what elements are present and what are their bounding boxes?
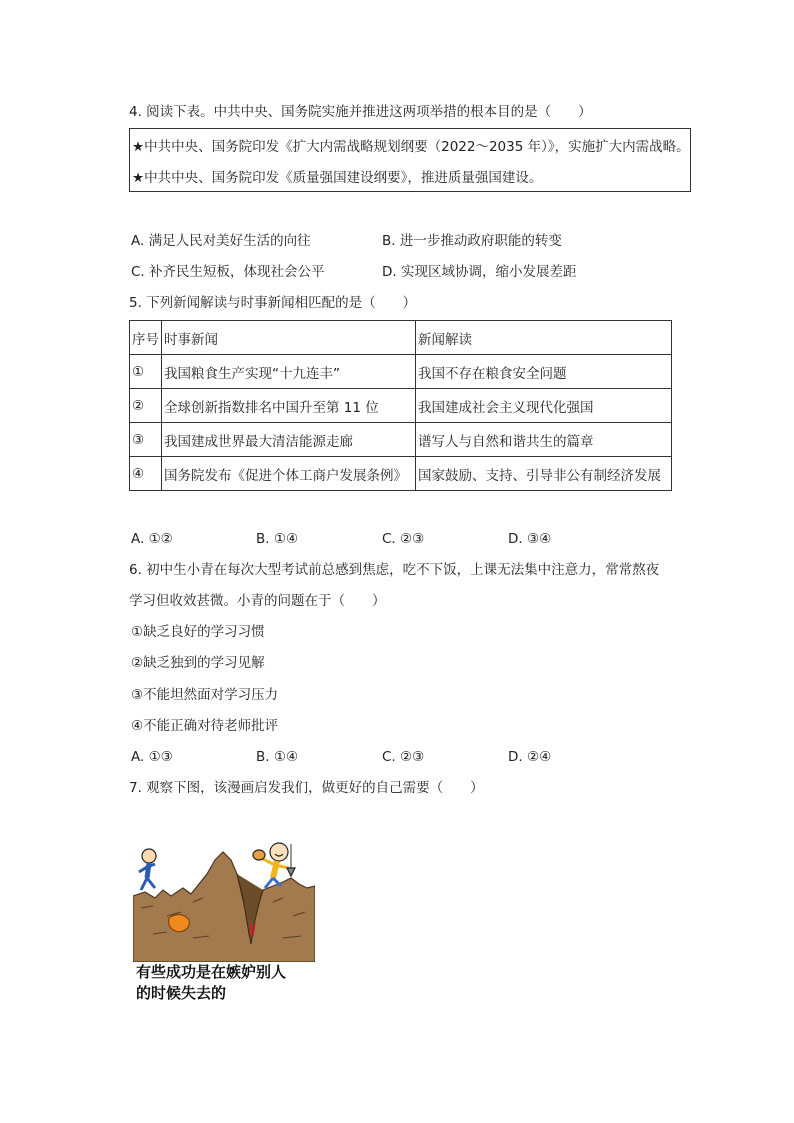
q4-option-c: C. 补齐民生短板，体现社会公平 <box>131 264 325 280</box>
q6-option-c: C. ②③ <box>382 749 425 765</box>
q5-option-b: B. ①④ <box>256 531 299 547</box>
row-index: ④ <box>130 457 162 491</box>
row-news: 全球创新指数排名中国升至第 11 位 <box>162 389 416 423</box>
table-row <box>130 355 672 389</box>
header-index: 序号 <box>130 321 162 355</box>
table-row <box>130 457 672 491</box>
q6-item-1: ①缺乏良好的学习习惯 <box>131 624 265 640</box>
table-row <box>130 423 672 457</box>
q7-stem: 7. 观察下图，该漫画启发我们，做更好的自己需要（ ） <box>129 780 484 796</box>
q6-item-4: ④不能正确对待老师批评 <box>131 718 279 734</box>
q5-option-c: C. ②③ <box>382 531 425 547</box>
q4-option-a: A. 满足人民对美好生活的向往 <box>131 233 311 249</box>
q6-item-3: ③不能坦然面对学习压力 <box>131 687 279 703</box>
cartoon-illustration <box>133 838 315 962</box>
q4-box-line-2: ★中共中央、国务院印发《质量强国建设纲要》，推进质量强国建设。 <box>132 170 543 186</box>
q6-option-b: B. ①④ <box>256 749 299 765</box>
table-header-row <box>130 321 672 355</box>
row-interpretation: 我国建成社会主义现代化强国 <box>416 389 672 423</box>
header-interpretation: 新闻解读 <box>416 321 672 355</box>
q6-item-2: ②缺乏独到的学习见解 <box>131 655 265 671</box>
caption-line-1: 有些成功是在嫉妒别人 <box>136 963 287 981</box>
q6-option-a: A. ①③ <box>131 749 173 765</box>
row-interpretation: 国家鼓励、支持、引导非公有制经济发展 <box>416 457 672 491</box>
caption-line-2: 的时候失去的 <box>136 984 227 1002</box>
table-row <box>130 389 672 423</box>
q5-option-d: D. ③④ <box>508 531 552 547</box>
q6-stem-line-1: 6. 初中生小青在每次大型考试前总感到焦虑，吃不下饭，上课无法集中注意力，常常熬夜 <box>129 562 660 578</box>
cartoon-caption <box>136 962 286 1004</box>
q4-option-d: D. 实现区域协调，缩小发展差距 <box>382 264 577 280</box>
q5-stem: 5. 下列新闻解读与时事新闻相匹配的是（ ） <box>129 295 417 311</box>
q4-box-line-1: ★中共中央、国务院印发《扩大内需战略规划纲要（2022～2035 年）》，实施扩大内需战略。 <box>132 139 690 155</box>
row-index: ③ <box>130 423 162 457</box>
row-interpretation: 谱写人与自然和谐共生的篇章 <box>416 423 672 457</box>
q5-option-a: A. ①② <box>131 531 173 547</box>
q4-stem: 4. 阅读下表。中共中央、国务院实施并推进这两项举措的根本目的是（ ） <box>129 104 592 120</box>
row-index: ② <box>130 389 162 423</box>
row-news: 我国粮食生产实现“十九连丰” <box>162 355 416 389</box>
q4-info-box <box>129 128 691 192</box>
row-news: 国务院发布《促进个体工商户发展条例》 <box>162 457 416 491</box>
q6-stem-line-2: 学习但收效甚微。小青的问题在于（ ） <box>129 593 386 609</box>
q6-option-d: D. ②④ <box>508 749 552 765</box>
row-index: ① <box>130 355 162 389</box>
header-news: 时事新闻 <box>162 321 416 355</box>
q4-option-b: B. 进一步推动政府职能的转变 <box>382 233 562 249</box>
q5-news-table <box>129 320 672 491</box>
row-news: 我国建成世界最大清洁能源走廊 <box>162 423 416 457</box>
row-interpretation: 我国不存在粮食安全问题 <box>416 355 672 389</box>
